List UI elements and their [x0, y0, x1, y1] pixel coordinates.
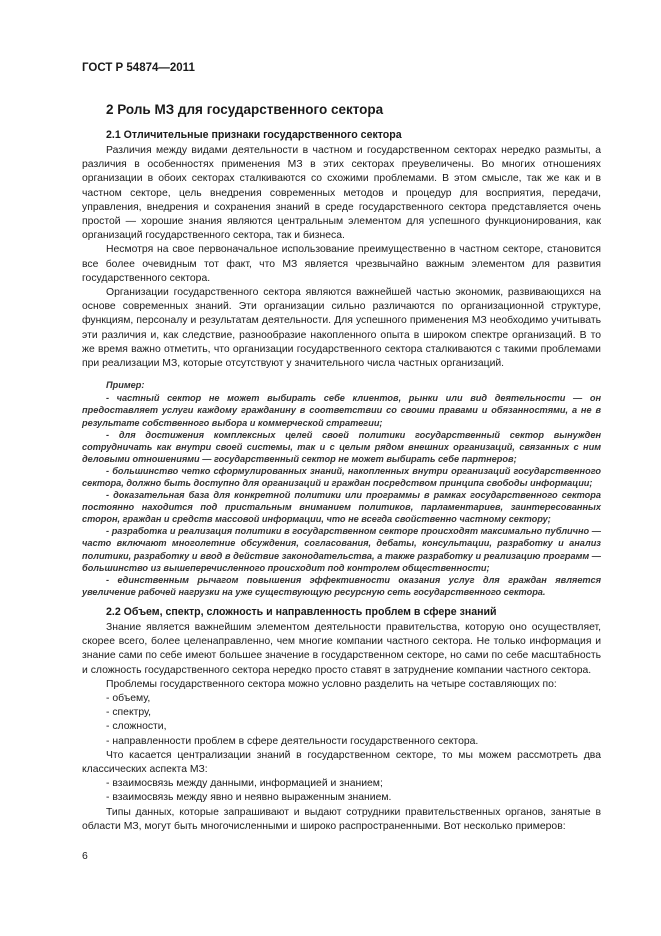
paragraph: Типы данных, которые запрашивают и выдают сотрудники правительственных органов, занятые в области МЗ, могут быть многочисленными и широко распространенными. Вот несколько примеров:	[82, 806, 601, 832]
document-page	[82, 62, 601, 834]
example-item: - единственным рычагом повышения эффективности оказания услуг для граждан является увеличение рабочей нагрузки на уже существующую ресурсную сеть государственного сектора.	[82, 574, 601, 597]
standard-code: ГОСТ Р 54874—2011	[82, 62, 195, 74]
page-number: 6	[82, 851, 88, 862]
subsection-title-2-2: 2.2 Объем, спектр, сложность и направленность проблем в сфере знаний	[106, 605, 497, 618]
example-label: Пример:	[106, 380, 145, 391]
example-item: - для достижения комплексных целей своей политики государственный сектор вынужден сотрудничать как внутри своей системы, так и с целым рядом внешних организаций, связанных с ним деловыми отношениями — государственный сектор не может выбирать себе партнеров;	[82, 429, 601, 464]
example-block	[82, 379, 601, 598]
paragraph: Различия между видами деятельности в частном и государственном секторах нередко размыты, а различия в особенностях применения МЗ в этих секторах преувеличены. Во многих отношениях организации в обоих секторах сталкиваются со схожими проблемами. В этом смысле, так же как и в частном секторе, цель внедрения современных методов и процедур для восприятия, передачи, управления, внедрения и сохранения знаний в среде государственного сектора представляется очень простой — хорошие знания являются центральным элементом для успешного функционирования, как организаций государственного сектора, так и бизнеса.	[82, 145, 601, 242]
list-item: - взаимосвязь между данными, информацией и знанием;	[106, 778, 383, 790]
list-aspects	[82, 777, 601, 805]
list-item: - объему,	[106, 692, 151, 704]
paragraph: Организации государственного сектора являются важнейшей частью экономик, развивающихся на основе современных знаний. Эти организации сильно различаются по организационной структуре, функциям, персоналу и результатам деятельности. Для успешного применения МЗ необходимо учитывать эти различия и, как следствие, разнообразие накопленного опыта в широком спектре организаций. В то же время важно отметить, что организации государственного сектора сталкиваются с такими проблемами при реализации МЗ, которые отсутствуют у значительного числа частных организаций.	[82, 287, 601, 370]
list-item: - направленности проблем в сфере деятельности государственного сектора.	[106, 735, 479, 747]
example-item: - разработка и реализация политики в государственном секторе происходят максимально публично — часто включают многолетние обсуждения, согласования, дебаты, консультации, разработку и анализ политики, разработку и ввод в действие законодательства, а также разработку и реализацию программ — большинство из вышеперечисленного происходит под контролем общественности;	[82, 526, 601, 573]
list-components	[82, 692, 601, 749]
paragraph: Несмотря на свое первоначальное использование преимущественно в частном секторе, становится все более очевидным тот факт, что МЗ является чрезвычайно важным элементом для развития государственного сектора.	[82, 244, 601, 284]
example-item: - частный сектор не может выбирать себе клиентов, рынки или вид деятельности — он предоставляет услуги каждому гражданину в соответствии со своими правами и обязанностями, а не в результате собственного выбора и коммерческой стратегии;	[82, 393, 601, 428]
paragraph: Знание является важнейшим элементом деятельности правительства, которую оно осуществляет, скорее всего, более целенаправленно, чем многие компании частного сектора. Не только информация и знание сами по себе имеют большее значение в государственном секторе, но сами по себе масштабность и сложность государственного сектора нередко просто ставят в затруднение компании частного сектора.	[82, 621, 601, 676]
list-item: - спектру,	[106, 707, 152, 719]
example-item: - доказательная база для конкретной политики или программы в рамках государственного сектора постоянно находится под пристальным вниманием политиков, парламентариев, заинтересованных сторон, граждан и средств массовой информации, что не всегда свойственно частному сектору;	[82, 490, 601, 525]
paragraph: Что касается централизации знаний в государственном секторе, то мы можем рассмотреть два классических аспекта МЗ:	[82, 749, 601, 775]
section-title: 2 Роль МЗ для государственного сектора	[106, 102, 384, 117]
paragraph: Проблемы государственного сектора можно условно разделить на четыре составляющих по:	[106, 678, 557, 690]
list-item: - сложности,	[106, 721, 167, 733]
list-item: - взаимосвязь между явно и неявно выраженным знанием.	[106, 792, 392, 804]
subsection-title-2-1: 2.1 Отличительные признаки государственного сектора	[106, 129, 402, 141]
example-item: - большинство четко сформулированных знаний, накопленных внутри организаций государственного сектора, должно быть доступно для организаций и граждан посредством принципа свободы информации;	[82, 465, 601, 488]
